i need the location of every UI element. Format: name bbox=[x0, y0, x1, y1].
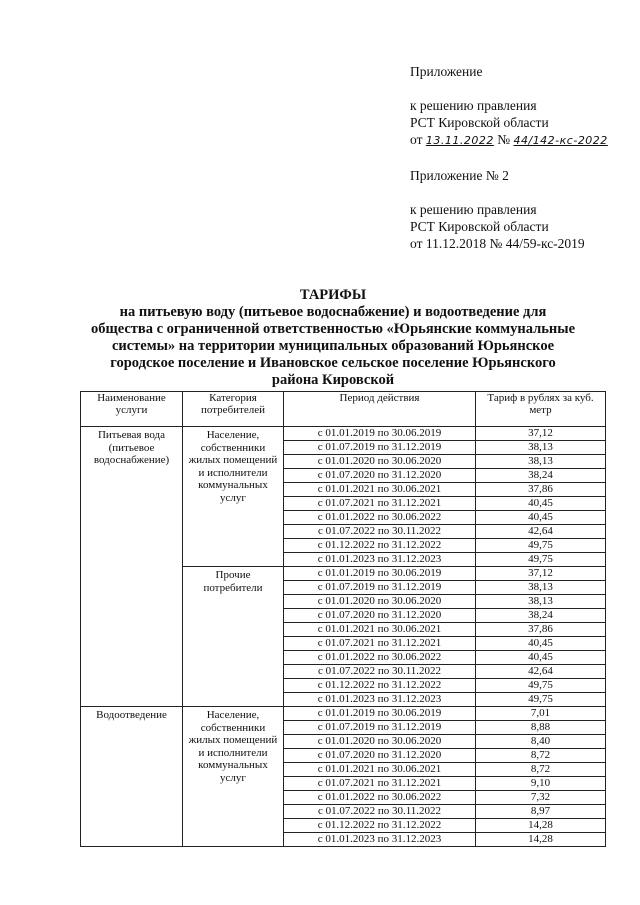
period-cell: с 01.07.2021 по 31.12.2021 bbox=[284, 497, 476, 511]
header-category: Категория потребителей bbox=[183, 392, 284, 427]
header-period: Период действия bbox=[284, 392, 476, 427]
tariff-cell: 37,12 bbox=[476, 567, 606, 581]
period-cell: с 01.01.2021 по 30.06.2021 bbox=[284, 483, 476, 497]
handwritten-date: 13.11.2022 bbox=[425, 134, 494, 147]
category-cell: Население, собственники жилых помещений и исполнители коммунальных услуг bbox=[183, 707, 284, 847]
period-cell: с 01.07.2022 по 30.11.2022 bbox=[284, 525, 476, 539]
date-prefix: от bbox=[410, 132, 423, 147]
period-cell: с 01.01.2020 по 30.06.2020 bbox=[284, 735, 476, 749]
tariff-cell: 49,75 bbox=[476, 539, 606, 553]
category-cell: Население, собственники жилых помещений и исполнители коммунальных услуг bbox=[183, 427, 284, 567]
period-cell: с 01.01.2019 по 30.06.2019 bbox=[284, 427, 476, 441]
period-cell: с 01.01.2019 по 30.06.2019 bbox=[284, 567, 476, 581]
table-row bbox=[81, 427, 606, 441]
title-line: общества с ограниченной ответственностью «Юрьянские коммунальные bbox=[90, 321, 576, 337]
period-cell: с 01.12.2022 по 31.12.2022 bbox=[284, 679, 476, 693]
tariff-cell: 37,86 bbox=[476, 483, 606, 497]
period-cell: с 01.07.2020 по 31.12.2020 bbox=[284, 609, 476, 623]
period-cell: с 01.01.2023 по 31.12.2023 bbox=[284, 693, 476, 707]
tariff-cell: 14,28 bbox=[476, 819, 606, 833]
period-cell: с 01.01.2023 по 31.12.2023 bbox=[284, 833, 476, 847]
tariff-cell: 40,45 bbox=[476, 637, 606, 651]
tariff-cell: 8,72 bbox=[476, 749, 606, 763]
title-line: района Кировской bbox=[271, 372, 395, 388]
title-line: городское поселение и Ивановское сельское поселение Юрьянского bbox=[110, 355, 556, 371]
period-cell: с 01.12.2022 по 31.12.2022 bbox=[284, 819, 476, 833]
tariff-table-body bbox=[81, 427, 606, 847]
annex-current bbox=[410, 63, 608, 149]
tariff-cell: 38,13 bbox=[476, 595, 606, 609]
service-name-cell: Водоотведение bbox=[81, 707, 183, 847]
tariff-cell: 8,97 bbox=[476, 805, 606, 819]
tariff-cell: 49,75 bbox=[476, 553, 606, 567]
tariff-cell: 7,01 bbox=[476, 707, 606, 721]
tariff-cell: 38,13 bbox=[476, 455, 606, 469]
period-cell: с 01.01.2021 по 30.06.2021 bbox=[284, 763, 476, 777]
tariff-cell: 38,24 bbox=[476, 469, 606, 483]
tariff-cell: 8,88 bbox=[476, 721, 606, 735]
category-cell: Прочие потребители bbox=[183, 567, 284, 707]
tariff-table bbox=[80, 391, 606, 847]
period-cell: с 01.01.2023 по 31.12.2023 bbox=[284, 553, 476, 567]
period-cell: с 01.07.2019 по 31.12.2019 bbox=[284, 581, 476, 595]
period-cell: с 01.07.2021 по 31.12.2021 bbox=[284, 637, 476, 651]
period-cell: с 01.07.2019 по 31.12.2019 bbox=[284, 441, 476, 455]
annex-original-title: Приложение № 2 bbox=[410, 168, 509, 183]
tariff-cell: 49,75 bbox=[476, 693, 606, 707]
title-line: системы» на территории муниципальных образований Юрьянское bbox=[111, 338, 555, 354]
tariff-cell: 14,28 bbox=[476, 833, 606, 847]
period-cell: с 01.01.2022 по 30.06.2022 bbox=[284, 651, 476, 665]
tariff-cell: 38,13 bbox=[476, 441, 606, 455]
tariff-cell: 8,72 bbox=[476, 763, 606, 777]
document-title bbox=[78, 287, 588, 389]
tariff-cell: 49,75 bbox=[476, 679, 606, 693]
service-name-cell: Питьевая вода (питьевое водоснабжение) bbox=[81, 427, 183, 707]
tariff-cell: 40,45 bbox=[476, 651, 606, 665]
annex-original-line2: РСТ Кировской области bbox=[410, 219, 549, 234]
tariff-cell: 40,45 bbox=[476, 497, 606, 511]
period-cell: с 01.01.2020 по 30.06.2020 bbox=[284, 595, 476, 609]
period-cell: с 01.01.2022 по 30.06.2022 bbox=[284, 791, 476, 805]
tariff-cell: 38,13 bbox=[476, 581, 606, 595]
annex-original-line1: к решению правления bbox=[410, 202, 537, 217]
tariff-cell: 40,45 bbox=[476, 511, 606, 525]
header-service: Наименование услуги bbox=[81, 392, 183, 427]
period-cell: с 01.01.2022 по 30.06.2022 bbox=[284, 511, 476, 525]
annex-original-line3: от 11.12.2018 № 44/59-кс-2019 bbox=[410, 236, 585, 251]
period-cell: с 01.01.2020 по 30.06.2020 bbox=[284, 455, 476, 469]
title-heading: ТАРИФЫ bbox=[299, 287, 367, 303]
period-cell: с 01.07.2019 по 31.12.2019 bbox=[284, 721, 476, 735]
tariff-cell: 9,10 bbox=[476, 777, 606, 791]
period-cell: с 01.07.2022 по 30.11.2022 bbox=[284, 805, 476, 819]
period-cell: с 01.07.2021 по 31.12.2021 bbox=[284, 777, 476, 791]
header-tariff: Тариф в рублях за куб. метр bbox=[476, 392, 606, 427]
annex-current-line1: к решению правления bbox=[410, 98, 537, 113]
tariff-cell: 7,32 bbox=[476, 791, 606, 805]
period-cell: с 01.07.2020 по 31.12.2020 bbox=[284, 749, 476, 763]
table-header-row bbox=[81, 392, 606, 427]
annex-current-line2: РСТ Кировской области bbox=[410, 115, 549, 130]
period-cell: с 01.07.2022 по 30.11.2022 bbox=[284, 665, 476, 679]
annex-original bbox=[410, 167, 585, 252]
annex-current-title: Приложение bbox=[410, 64, 483, 79]
tariff-cell: 38,24 bbox=[476, 609, 606, 623]
tariff-cell: 37,86 bbox=[476, 623, 606, 637]
table-row bbox=[81, 707, 606, 721]
period-cell: с 01.01.2021 по 30.06.2021 bbox=[284, 623, 476, 637]
tariff-cell: 8,40 bbox=[476, 735, 606, 749]
title-line: на питьевую воду (питьевое водоснабжение) и водоотведение для bbox=[119, 304, 547, 320]
handwritten-number: 44/142-кс-2022 bbox=[513, 134, 608, 147]
period-cell: с 01.12.2022 по 31.12.2022 bbox=[284, 539, 476, 553]
number-prefix: № bbox=[497, 132, 511, 147]
period-cell: с 01.07.2020 по 31.12.2020 bbox=[284, 469, 476, 483]
tariff-cell: 42,64 bbox=[476, 525, 606, 539]
tariff-cell: 37,12 bbox=[476, 427, 606, 441]
annex-current-date-line bbox=[410, 131, 608, 149]
period-cell: с 01.01.2019 по 30.06.2019 bbox=[284, 707, 476, 721]
tariff-cell: 42,64 bbox=[476, 665, 606, 679]
